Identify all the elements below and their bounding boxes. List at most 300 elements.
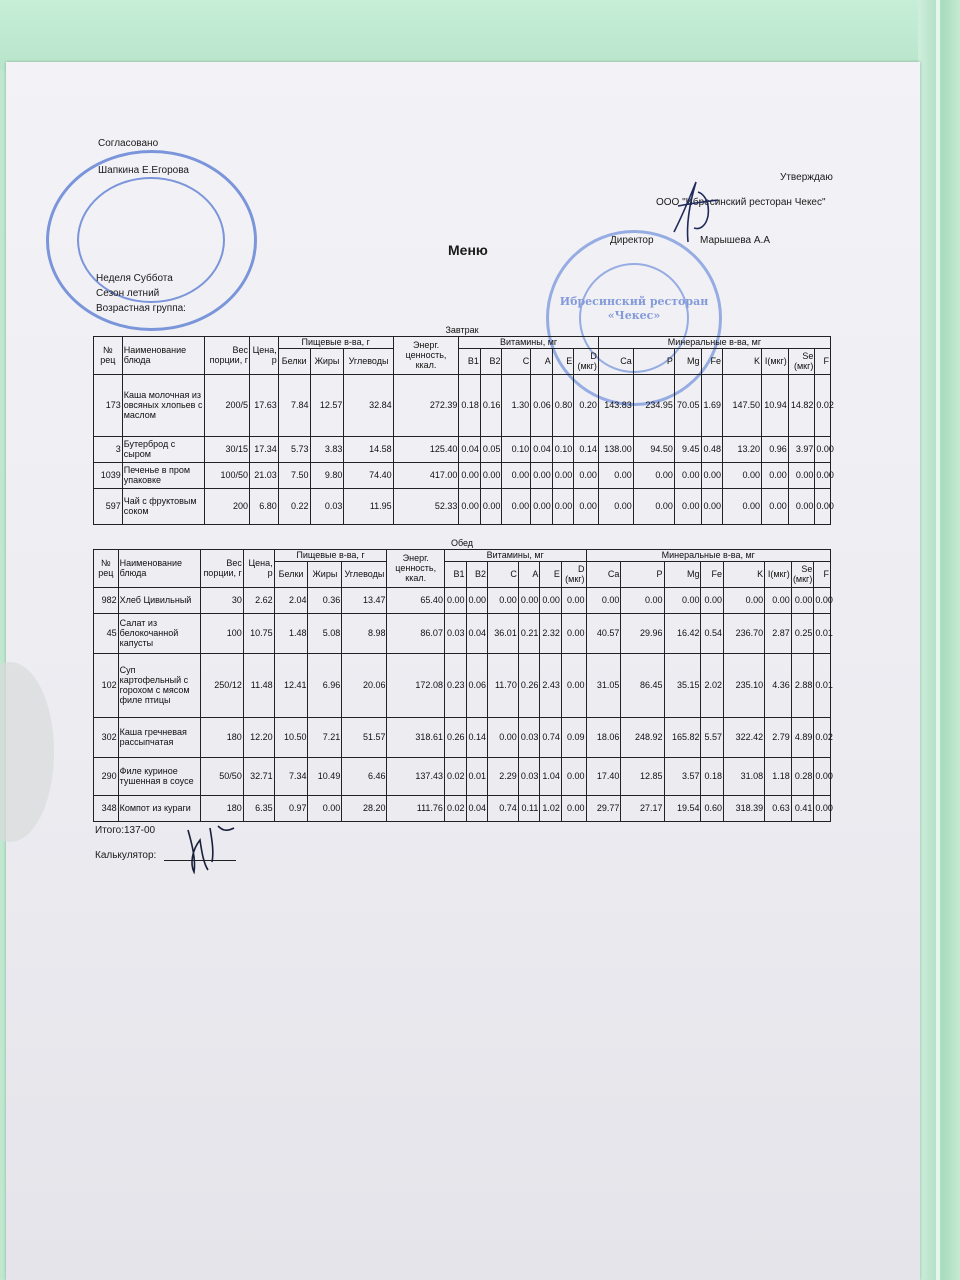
value-cell: 20.06 [342,653,387,717]
value-cell: 3.83 [310,436,344,462]
col-p: P [633,348,674,374]
value-cell: 0.48 [701,436,723,462]
col-e: E [540,561,562,587]
col-rec: № рец [94,336,123,374]
col-b1: B1 [459,348,481,374]
agreed-label: Согласовано [98,138,159,149]
value-cell: 1.02 [540,795,562,821]
value-cell: 147.50 [723,374,762,436]
value-cell: 0.00 [723,488,762,524]
value-cell: 40.57 [586,613,621,653]
value-cell: 0.26 [444,717,466,757]
recipe-number-cell: 982 [94,587,119,613]
value-cell: 7.34 [274,757,308,795]
value-cell: 28.20 [342,795,387,821]
value-cell: 138.00 [598,436,633,462]
value-cell: 0.00 [518,587,540,613]
table-row [94,374,831,436]
value-cell: 13.47 [342,587,387,613]
col-i: I(мкг) [762,348,789,374]
value-cell: 32.84 [344,374,393,436]
recipe-number-cell: 3 [94,436,123,462]
value-cell: 0.00 [762,488,789,524]
value-cell: 30 [200,587,243,613]
value-cell: 0.54 [701,613,724,653]
value-cell: 0.00 [488,587,519,613]
age-group: Возрастная группа: [96,303,186,314]
value-cell: 272.39 [393,374,459,436]
value-cell: 0.10 [552,436,574,462]
value-cell: 417.00 [393,462,459,488]
value-cell: 0.00 [574,462,599,488]
col-fe: Fe [701,348,723,374]
value-cell: 0.00 [502,488,531,524]
wall-background [0,0,960,70]
value-cell: 11.48 [243,653,274,717]
col-energy: Энерг. ценность, ккал. [393,336,459,374]
value-cell: 0.00 [788,462,815,488]
value-cell: 0.74 [488,795,519,821]
director-name: Марышева А.А [700,235,770,246]
value-cell: 4.89 [791,717,814,757]
value-cell: 2.88 [791,653,814,717]
value-cell: 0.18 [701,757,724,795]
value-cell: 21.03 [250,462,279,488]
col-minerals-group: Минеральные в-ва, мг [586,549,830,561]
calculator-signature [174,820,244,880]
value-cell: 0.00 [701,587,724,613]
value-cell: 0.00 [488,717,519,757]
value-cell: 14.82 [788,374,815,436]
value-cell: 0.00 [598,462,633,488]
value-cell: 10.49 [308,757,342,795]
value-cell: 1.18 [765,757,792,795]
value-cell: 0.00 [552,488,574,524]
value-cell: 4.36 [765,653,792,717]
dish-name-cell: Бутерброд с сыром [122,436,204,462]
value-cell: 0.00 [701,462,723,488]
value-cell: 5.73 [278,436,310,462]
recipe-number-cell: 348 [94,795,119,821]
table-row [94,436,831,462]
value-cell: 0.18 [459,374,481,436]
value-cell: 7.84 [278,374,310,436]
value-cell: 29.77 [586,795,621,821]
value-cell: 0.00 [788,488,815,524]
school-stamp-inner-ring [77,177,225,303]
value-cell: 0.00 [633,462,674,488]
calculator-label: Калькулятор: [95,850,157,861]
value-cell: 100/50 [204,462,249,488]
value-cell: 2.43 [540,653,562,717]
table-row [94,653,831,717]
value-cell: 180 [200,795,243,821]
value-cell: 1.04 [540,757,562,795]
value-cell: 0.00 [674,462,701,488]
dish-name-cell: Суп картофельный с горохом с мясом филе птицы [118,653,200,717]
value-cell: 0.00 [815,436,831,462]
value-cell: 86.45 [621,653,664,717]
value-cell: 0.01 [466,757,488,795]
value-cell: 234.95 [633,374,674,436]
col-se: Se (мкг) [791,561,814,587]
value-cell: 111.76 [387,795,444,821]
board-frame-edge [936,0,940,1280]
col-protein: Белки [278,348,310,374]
value-cell: 0.01 [814,653,831,717]
value-cell: 248.92 [621,717,664,757]
approve-label: Утверждаю [780,172,833,183]
value-cell: 0.16 [480,374,502,436]
value-cell: 0.02 [444,757,466,795]
value-cell: 0.03 [518,717,540,757]
col-energy: Энерг. ценность, ккал. [387,549,444,587]
value-cell: 2.29 [488,757,519,795]
table-row [94,717,831,757]
value-cell: 200/5 [204,374,249,436]
value-cell: 18.06 [586,717,621,757]
value-cell: 0.00 [561,587,586,613]
value-cell: 0.97 [274,795,308,821]
value-cell: 0.00 [459,462,481,488]
value-cell: 12.57 [310,374,344,436]
col-weight: Вес порции, г [204,336,249,374]
value-cell: 1.48 [274,613,308,653]
value-cell: 0.00 [791,587,814,613]
value-cell: 0.03 [444,613,466,653]
value-cell: 11.70 [488,653,519,717]
value-cell: 180 [200,717,243,757]
value-cell: 0.00 [633,488,674,524]
value-cell: 0.00 [815,462,831,488]
value-cell: 0.00 [765,587,792,613]
value-cell: 2.02 [701,653,724,717]
value-cell: 0.02 [444,795,466,821]
value-cell: 0.00 [531,462,553,488]
punch-hole-shadow [0,662,54,842]
value-cell: 0.00 [308,795,342,821]
value-cell: 0.00 [574,488,599,524]
value-cell: 125.40 [393,436,459,462]
value-cell: 5.57 [701,717,724,757]
value-cell: 235.10 [724,653,765,717]
value-cell: 0.23 [444,653,466,717]
value-cell: 0.00 [701,488,723,524]
value-cell: 35.15 [664,653,701,717]
value-cell: 0.00 [762,462,789,488]
value-cell: 0.00 [598,488,633,524]
dish-name-cell: Компот из кураги [118,795,200,821]
value-cell: 165.82 [664,717,701,757]
menu-sheet [6,62,920,1280]
value-cell: 0.00 [561,795,586,821]
col-b1: B1 [444,561,466,587]
col-f: F [815,348,831,374]
director-label: Директор [610,235,654,246]
value-cell: 318.39 [724,795,765,821]
value-cell: 143.83 [598,374,633,436]
value-cell: 12.20 [243,717,274,757]
value-cell: 2.32 [540,613,562,653]
col-rec: № рец [94,549,119,587]
week-day: Неделя Суббота [96,273,173,284]
recipe-number-cell: 102 [94,653,119,717]
col-price: Цена, р [250,336,279,374]
recipe-number-cell: 1039 [94,462,123,488]
value-cell: 0.63 [765,795,792,821]
value-cell: 1.69 [701,374,723,436]
value-cell: 0.00 [561,613,586,653]
value-cell: 7.21 [308,717,342,757]
col-price: Цена, р [243,549,274,587]
table-row [94,462,831,488]
table-row [94,795,831,821]
table-row [94,757,831,795]
value-cell: 322.42 [724,717,765,757]
dish-name-cell: Каша молочная из овсяных хлопьев с маслом [122,374,204,436]
col-c: C [502,348,531,374]
lunch-rows [94,587,831,821]
col-fat: Жиры [308,561,342,587]
col-d: D (мкг) [574,348,599,374]
value-cell: 36.01 [488,613,519,653]
value-cell: 0.00 [814,587,831,613]
season: Сезон летний [96,288,160,299]
col-carbs: Углеводы [344,348,393,374]
value-cell: 0.14 [466,717,488,757]
value-cell: 0.20 [574,374,599,436]
value-cell: 0.00 [561,757,586,795]
col-mg: Mg [674,348,701,374]
value-cell: 31.05 [586,653,621,717]
col-minerals-group: Минеральные в-ва, мг [598,336,830,348]
value-cell: 0.41 [791,795,814,821]
breakfast-rows [94,374,834,524]
col-nutrients-group: Пищевые в-ва, г [274,549,387,561]
value-cell: 0.00 [531,488,553,524]
value-cell: 32.71 [243,757,274,795]
value-cell: 0.00 [621,587,664,613]
value-cell: 0.00 [480,462,502,488]
value-cell: 27.17 [621,795,664,821]
value-cell: 0.09 [561,717,586,757]
dish-name-cell: Печенье в пром упаковке [122,462,204,488]
value-cell: 200 [204,488,249,524]
value-cell: 2.79 [765,717,792,757]
value-cell: 86.07 [387,613,444,653]
value-cell: 0.14 [574,436,599,462]
value-cell: 0.21 [518,613,540,653]
value-cell: 10.50 [274,717,308,757]
value-cell: 6.80 [250,488,279,524]
value-cell: 7.50 [278,462,310,488]
value-cell: 0.04 [459,436,481,462]
value-cell: 0.05 [480,436,502,462]
value-cell: 0.11 [518,795,540,821]
value-cell: 94.50 [633,436,674,462]
value-cell: 0.00 [664,587,701,613]
value-cell: 3.57 [664,757,701,795]
col-nutrients-group: Пищевые в-ва, г [278,336,393,348]
col-name: Наименование блюда [118,549,200,587]
col-name: Наименование блюда [122,336,204,374]
col-k: K [724,561,765,587]
value-cell: 29.96 [621,613,664,653]
col-f: F [814,561,831,587]
col-vitamins-group: Витамины, мг [459,336,599,348]
recipe-number-cell: 290 [94,757,119,795]
value-cell: 0.36 [308,587,342,613]
value-cell: 137.43 [387,757,444,795]
value-cell: 0.60 [701,795,724,821]
value-cell: 0.00 [540,587,562,613]
value-cell: 50/50 [200,757,243,795]
value-cell: 5.08 [308,613,342,653]
value-cell: 6.35 [243,795,274,821]
value-cell: 9.80 [310,462,344,488]
value-cell: 0.00 [561,653,586,717]
value-cell: 0.00 [480,488,502,524]
value-cell: 12.41 [274,653,308,717]
value-cell: 0.74 [540,717,562,757]
value-cell: 65.40 [387,587,444,613]
value-cell: 70.05 [674,374,701,436]
agreed-name: Шапкина Е.Егорова [98,165,189,176]
value-cell: 1.30 [502,374,531,436]
lunch-title: Обед [94,537,831,549]
col-d: D (мкг) [561,561,586,587]
col-se: Se (мкг) [788,348,815,374]
value-cell: 2.87 [765,613,792,653]
value-cell: 9.45 [674,436,701,462]
col-k: K [723,348,762,374]
value-cell: 10.94 [762,374,789,436]
value-cell: 0.28 [791,757,814,795]
recipe-number-cell: 173 [94,374,123,436]
value-cell: 12.85 [621,757,664,795]
value-cell: 0.80 [552,374,574,436]
value-cell: 0.00 [815,488,831,524]
col-mg: Mg [664,561,701,587]
recipe-number-cell: 302 [94,717,119,757]
value-cell: 0.04 [531,436,553,462]
value-cell: 6.46 [342,757,387,795]
value-cell: 0.10 [502,436,531,462]
value-cell: 0.96 [762,436,789,462]
value-cell: 0.04 [466,795,488,821]
value-cell: 11.95 [344,488,393,524]
col-a: A [531,348,553,374]
col-fat: Жиры [310,348,344,374]
value-cell: 3.97 [788,436,815,462]
table-row [94,613,831,653]
company-name: ООО "Ибресинский ресторан Чекес" [656,197,826,208]
value-cell: 0.06 [531,374,553,436]
value-cell: 51.57 [342,717,387,757]
col-carbs: Углеводы [342,561,387,587]
value-cell: 0.25 [791,613,814,653]
value-cell: 52.33 [393,488,459,524]
table-row [94,488,831,524]
value-cell: 236.70 [724,613,765,653]
value-cell: 0.00 [724,587,765,613]
col-a: A [518,561,540,587]
value-cell: 0.00 [674,488,701,524]
value-cell: 0.00 [502,462,531,488]
table-row [94,587,831,613]
value-cell: 0.06 [466,653,488,717]
dish-name-cell: Каша гречневая рассыпчатая [118,717,200,757]
value-cell: 0.00 [466,587,488,613]
value-cell: 2.62 [243,587,274,613]
value-cell: 0.00 [723,462,762,488]
value-cell: 17.63 [250,374,279,436]
value-cell: 250/12 [200,653,243,717]
col-ca: Ca [598,348,633,374]
col-protein: Белки [274,561,308,587]
value-cell: 0.03 [310,488,344,524]
recipe-number-cell: 597 [94,488,123,524]
value-cell: 31.08 [724,757,765,795]
col-b2: B2 [480,348,502,374]
dish-name-cell: Чай с фруктовым соком [122,488,204,524]
value-cell: 2.04 [274,587,308,613]
value-cell: 10.75 [243,613,274,653]
value-cell: 0.00 [459,488,481,524]
value-cell: 19.54 [664,795,701,821]
value-cell: 100 [200,613,243,653]
board-frame [918,0,960,1280]
col-p: P [621,561,664,587]
page-title: Меню [448,242,488,258]
value-cell: 0.26 [518,653,540,717]
col-b2: B2 [466,561,488,587]
dish-name-cell: Салат из белокочанной капусты [118,613,200,653]
value-cell: 13.20 [723,436,762,462]
value-cell: 0.02 [815,374,831,436]
value-cell: 0.22 [278,488,310,524]
col-fe: Fe [701,561,724,587]
value-cell: 0.00 [552,462,574,488]
value-cell: 30/15 [204,436,249,462]
value-cell: 0.00 [586,587,621,613]
value-cell: 0.00 [814,757,831,795]
value-cell: 0.03 [518,757,540,795]
restaurant-stamp-text: Ибресинский ресторан «Чекес» [559,295,709,322]
dish-name-cell: Филе куриное тушенная в соусе [118,757,200,795]
value-cell: 318.61 [387,717,444,757]
value-cell: 17.40 [586,757,621,795]
col-i: I(мкг) [765,561,792,587]
breakfast-title: Завтрак [94,324,831,336]
value-cell: 74.40 [344,462,393,488]
value-cell: 0.00 [814,795,831,821]
value-cell: 16.42 [664,613,701,653]
recipe-number-cell: 45 [94,613,119,653]
breakfast-table [93,324,834,525]
value-cell: 14.58 [344,436,393,462]
value-cell: 0.04 [466,613,488,653]
value-cell: 17.34 [250,436,279,462]
total-line: Итого:137-00 [95,825,156,836]
value-cell: 6.96 [308,653,342,717]
value-cell: 0.00 [444,587,466,613]
value-cell: 0.02 [814,717,831,757]
col-vitamins-group: Витамины, мг [444,549,586,561]
col-ca: Ca [586,561,621,587]
value-cell: 0.01 [814,613,831,653]
director-signature [658,172,728,252]
